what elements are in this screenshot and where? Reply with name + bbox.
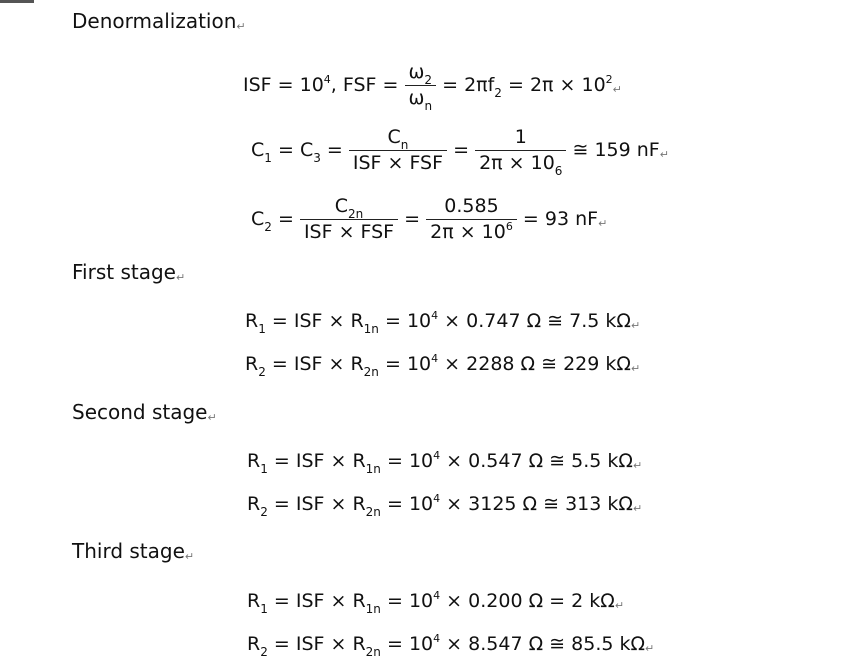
r-subscript: 1	[258, 322, 266, 336]
times-sign: ×	[330, 633, 347, 655]
two-pi-f: 2πf	[464, 74, 495, 96]
paragraph-mark: ↵	[598, 217, 608, 230]
page-edge-mark	[0, 0, 34, 3]
r-subscript: 1	[260, 462, 268, 476]
subscript-six: 6	[554, 164, 563, 178]
resistor-equation	[245, 352, 641, 379]
cn-subscript: n	[400, 138, 409, 152]
paragraph-mark: ↵	[659, 148, 669, 161]
unit-kohm: kΩ	[589, 590, 615, 612]
normalized-value: 0.200	[468, 590, 523, 612]
omega-subscript: n	[424, 99, 433, 113]
omega-subscript: 2	[424, 73, 433, 87]
result-value: 5.5	[571, 450, 602, 472]
equation-c2	[251, 197, 607, 242]
omega-symbol: ω	[408, 61, 425, 83]
times-sign: ×	[330, 590, 347, 612]
equals-sign: =	[326, 139, 343, 161]
resistor-equation	[247, 632, 655, 659]
exponent: 4	[433, 449, 441, 462]
isf-label: ISF	[295, 633, 325, 655]
stage-heading-text: First stage	[72, 260, 176, 284]
exponent: 4	[433, 589, 441, 602]
r-symbol: R	[247, 493, 261, 515]
unit-kohm: kΩ	[619, 633, 646, 655]
resistor-equation	[247, 589, 625, 616]
times-sign: ×	[446, 590, 463, 612]
r-symbol: R	[247, 450, 261, 472]
fraction-0585-over-2pi	[426, 197, 517, 242]
two-pi-times-ten: 2π × 10	[529, 74, 606, 96]
equals-sign: =	[271, 310, 288, 332]
isf-label: ISF	[293, 353, 323, 375]
ohm-unit: Ω	[526, 310, 542, 332]
equals-sign: =	[277, 139, 294, 161]
unit-kohm: kΩ	[607, 493, 633, 515]
resistor-equation	[247, 449, 643, 476]
paragraph-mark: ↵	[630, 362, 641, 375]
exponent: 4	[431, 352, 439, 365]
r-symbol: R	[350, 353, 364, 375]
result-value: 7.5	[569, 310, 600, 332]
times-sign: ×	[328, 353, 345, 375]
rn-subscript: 1n	[365, 462, 381, 476]
r-symbol: R	[352, 590, 366, 612]
rn-subscript: 2n	[365, 645, 381, 659]
unit-kohm: kΩ	[607, 450, 633, 472]
two-pi-times-ten: 2π × 10	[430, 221, 506, 243]
ten-base: 10	[406, 310, 432, 332]
paragraph-mark: ↵	[645, 642, 655, 655]
equals-sign: =	[507, 74, 524, 96]
exponent: 4	[433, 632, 441, 645]
equals-sign: =	[273, 493, 290, 515]
ohm-unit: Ω	[528, 450, 544, 472]
r-symbol: R	[352, 450, 366, 472]
result-value: 313	[565, 493, 602, 515]
ten-base: 10	[408, 590, 434, 612]
comma: ,	[330, 74, 337, 96]
heading-text: Denormalization	[72, 9, 237, 33]
equals-sign: =	[384, 353, 401, 375]
c-subscript: 3	[313, 151, 321, 165]
isf-times-fsf: ISF × FSF	[349, 150, 447, 173]
unit-kohm: kΩ	[605, 310, 631, 332]
numerator-value: 0.585	[444, 195, 499, 217]
isf-label: ISF	[295, 590, 325, 612]
normalized-value: 3125	[468, 493, 517, 515]
r-subscript: 1	[260, 602, 268, 616]
r-symbol: R	[245, 353, 259, 375]
paragraph-mark: ↵	[184, 550, 195, 563]
r-subscript: 2	[258, 365, 266, 379]
relation-sign: =	[549, 590, 566, 612]
equals-sign: =	[453, 139, 470, 161]
r-symbol: R	[350, 310, 364, 332]
r-symbol: R	[247, 590, 261, 612]
unit-nf: nF	[636, 139, 660, 161]
two-pi-times-ten: 2π × 10	[479, 152, 555, 174]
c2-value: 93	[544, 208, 570, 230]
c-symbol: C	[251, 208, 265, 230]
times-sign: ×	[330, 450, 347, 472]
result-value: 85.5	[571, 633, 614, 655]
c-subscript: 1	[264, 151, 272, 165]
exponent: 2	[605, 73, 613, 86]
fsf-label: FSF	[342, 74, 377, 96]
exponent: 4	[433, 492, 441, 505]
times-sign: ×	[444, 310, 461, 332]
rn-subscript: 1n	[365, 602, 381, 616]
relation-sign: ≅	[541, 353, 558, 375]
equals-sign: =	[404, 208, 421, 230]
normalized-value: 2288	[466, 353, 515, 375]
c-symbol: C	[334, 195, 349, 217]
r-symbol: R	[352, 633, 366, 655]
ten-base: 10	[408, 633, 434, 655]
c-subscript: 2	[264, 220, 272, 234]
paragraph-mark: ↵	[614, 599, 625, 612]
relation-sign: ≅	[543, 493, 560, 515]
paragraph-mark: ↵	[175, 271, 186, 284]
times-sign: ×	[446, 633, 463, 655]
r-subscript: 2	[260, 645, 268, 659]
fraction-omega	[405, 61, 437, 113]
paragraph-mark: ↵	[632, 502, 643, 515]
c2n-subscript: 2n	[348, 207, 364, 221]
fraction-one-over-2pi	[475, 126, 566, 178]
result-value: 2	[571, 590, 584, 612]
ohm-unit: Ω	[528, 590, 544, 612]
times-sign: ×	[330, 493, 347, 515]
r-symbol: R	[247, 633, 261, 655]
resistor-equation	[245, 309, 641, 336]
approx-sign: ≅	[572, 139, 589, 161]
ten-base: 10	[406, 353, 432, 375]
equation-c1-c3	[251, 126, 669, 178]
times-sign: ×	[446, 493, 463, 515]
rn-subscript: 2n	[363, 365, 379, 379]
ten-base: 10	[408, 493, 434, 515]
exponent: 6	[505, 220, 513, 233]
equals-sign: =	[273, 633, 290, 655]
relation-sign: ≅	[549, 633, 566, 655]
normalized-value: 0.547	[468, 450, 523, 472]
paragraph-mark: ↵	[630, 319, 641, 332]
equals-sign: =	[522, 208, 539, 230]
unit-kohm: kΩ	[605, 353, 631, 375]
result-value: 229	[563, 353, 600, 375]
heading-denormalization	[72, 11, 246, 31]
omega-symbol: ω	[408, 87, 425, 109]
exponent: 4	[431, 309, 439, 322]
times-sign: ×	[446, 450, 463, 472]
c-symbol: C	[387, 126, 401, 148]
ten-base: 10	[299, 74, 324, 96]
ohm-unit: Ω	[520, 353, 536, 375]
equals-sign: =	[271, 353, 288, 375]
ohm-unit: Ω	[528, 633, 544, 655]
equals-sign: =	[277, 208, 294, 230]
relation-sign: ≅	[549, 450, 566, 472]
isf-label: ISF	[295, 493, 325, 515]
exponent: 4	[323, 73, 331, 86]
stage-heading	[72, 402, 217, 422]
fraction-cn-over-isf-fsf	[349, 128, 447, 173]
resistor-equation	[247, 492, 643, 519]
stage-heading	[72, 541, 194, 561]
c-symbol: C	[299, 139, 314, 161]
ohm-unit: Ω	[522, 493, 538, 515]
isf-label: ISF	[243, 74, 272, 96]
fraction-c2n-over-isf-fsf	[300, 197, 398, 242]
equals-sign: =	[386, 590, 403, 612]
rn-subscript: 1n	[363, 322, 379, 336]
isf-label: ISF	[293, 310, 323, 332]
c1-value: 159	[594, 139, 631, 161]
relation-sign: ≅	[547, 310, 564, 332]
paragraph-mark: ↵	[236, 20, 246, 33]
r-symbol: R	[245, 310, 259, 332]
rn-subscript: 2n	[365, 505, 381, 519]
equals-sign: =	[442, 74, 459, 96]
equation-isf-fsf	[243, 61, 622, 113]
paragraph-mark: ↵	[612, 83, 622, 96]
normalized-value: 0.747	[466, 310, 521, 332]
paragraph-mark: ↵	[632, 459, 643, 472]
equals-sign: =	[273, 590, 290, 612]
equals-sign: =	[386, 633, 403, 655]
equals-sign: =	[386, 493, 403, 515]
stage-heading-text: Second stage	[72, 400, 208, 424]
r-symbol: R	[352, 493, 366, 515]
isf-label: ISF	[295, 450, 325, 472]
equals-sign: =	[384, 310, 401, 332]
c-symbol: C	[251, 139, 265, 161]
equals-sign: =	[277, 74, 294, 96]
times-sign: ×	[444, 353, 461, 375]
stage-heading	[72, 262, 185, 282]
unit-nf: nF	[575, 208, 599, 230]
numerator-one: 1	[514, 126, 527, 148]
ten-base: 10	[408, 450, 434, 472]
isf-times-fsf: ISF × FSF	[300, 219, 398, 242]
normalized-value: 8.547	[468, 633, 523, 655]
equals-sign: =	[273, 450, 290, 472]
times-sign: ×	[328, 310, 345, 332]
equals-sign: =	[386, 450, 403, 472]
paragraph-mark: ↵	[207, 411, 217, 424]
stage-heading-text: Third stage	[72, 539, 185, 563]
r-subscript: 2	[260, 505, 268, 519]
f-subscript: 2	[494, 86, 502, 100]
equals-sign: =	[382, 74, 399, 96]
